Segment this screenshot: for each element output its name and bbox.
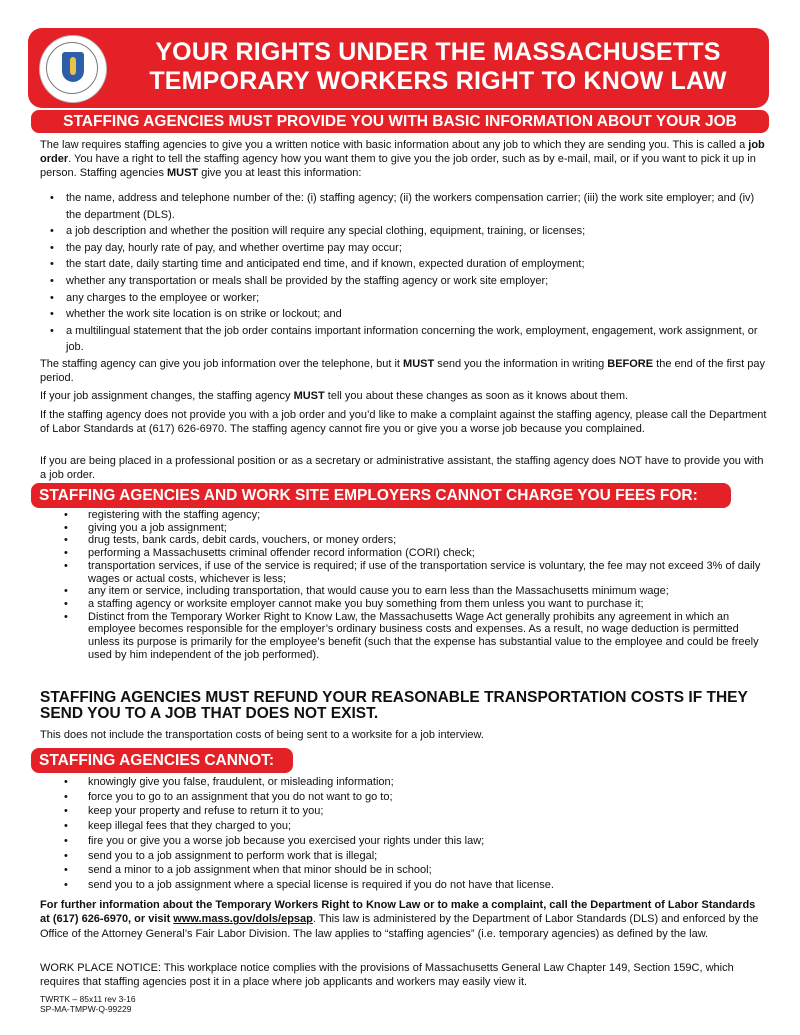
list-item: • fire you or give you a worse job because you exercised your rights under this law; bbox=[60, 834, 772, 849]
list-item: • any item or service, including transportation, that would cause you to earn less than the Massachusetts minimum wage; bbox=[60, 585, 772, 598]
list-item: • send you to a job assignment where a special license is required if you do not have that license. bbox=[60, 878, 772, 893]
list-item: • the start date, daily starting time and anticipated end time, and if known, expected duration of employment; bbox=[40, 256, 760, 273]
list-item: • knowingly give you false, fraudulent, or misleading information; bbox=[60, 775, 772, 790]
header-banner bbox=[28, 28, 769, 108]
complaint-paragraph: If the staffing agency does not provide you with a job order and you’d like to make a complaint against the staffing agency, please call the Department of Labor Standards at (617) 626-6970. The staffing agency cannot fire you or give you a worse job because you complained. bbox=[40, 409, 767, 435]
title-line-1: YOUR RIGHTS UNDER THE MASSACHUSETTS bbox=[155, 38, 721, 66]
workplace-notice: WORK PLACE NOTICE: This workplace notice complies with the provisions of Massachusetts General Law Chapter 149, Section 159C, which requires that staffing agencies post it in a place where job applicants and workers may easily view it. bbox=[40, 962, 734, 988]
section-banner-job-info: STAFFING AGENCIES MUST PROVIDE YOU WITH BASIC INFORMATION ABOUT YOUR JOB bbox=[31, 110, 769, 133]
list-item: • force you to go to an assignment that you do not want to go to; bbox=[60, 790, 772, 805]
list-item: • the pay day, hourly rate of pay, and whether overtime pay may occur; bbox=[40, 240, 760, 257]
cannot-list bbox=[60, 775, 772, 893]
professional-position-paragraph: If you are being placed in a professional position or as a secretary or administrative assistant, the staffing agency does NOT have to provide you with a job order. bbox=[40, 455, 764, 481]
list-item: • keep your property and refuse to return it to you; bbox=[60, 804, 772, 819]
list-item: • whether any transportation or meals shall be provided by the staffing agency or work site employer; bbox=[40, 273, 760, 290]
list-item: • keep illegal fees that they charged to you; bbox=[60, 819, 772, 834]
list-item: • Distinct from the Temporary Worker Right to Know Law, the Massachusetts Wage Act generally prohibits any agreement in which an employee becomes responsible for the employer’s ordinary business costs and expenses. As a result, no wage deduction is permitted unless its purpose is primarily for the employee’s benefit (such that the expense has substantial value to the employee and could be freely used by him independent of the job performed). bbox=[60, 611, 772, 662]
list-item: • a staffing agency or worksite employer cannot make you buy something from them unless you want to purchase it; bbox=[60, 598, 772, 611]
section-banner-fees: STAFFING AGENCIES AND WORK SITE EMPLOYERS CANNOT CHARGE YOU FEES FOR: bbox=[31, 483, 731, 508]
list-item: • send a minor to a job assignment when that minor should be in school; bbox=[60, 863, 772, 878]
refund-heading: STAFFING AGENCIES MUST REFUND YOUR REASONABLE TRANSPORTATION COSTS IF THEY SEND YOU TO A JOB THAT DOES NOT EXIST. bbox=[40, 689, 748, 722]
telephone-info-paragraph: The staffing agency can give you job information over the telephone, but it MUST send you the information in writing BEFORE the end of the first pay period. bbox=[40, 358, 765, 384]
required-info-list bbox=[40, 190, 760, 356]
list-item: • a multilingual statement that the job order contains important information concerning the work, employment, engagement, work assignment, or job. bbox=[40, 323, 760, 356]
list-item: • any charges to the employee or worker; bbox=[40, 290, 760, 307]
form-code bbox=[40, 994, 136, 1014]
further-info-paragraph: For further information about the Temporary Workers Right to Know Law or to make a complaint, call the Department of Labor Standards at (617) 626-6970, or visit www.mass.gov/dols/epsap. This law is administered by the Department of Labor Standards (DLS) and enforced by the Office of the Attorney General’s Fair Labor Division. The law applies to “staffing agencies” (i.e. temporary agencies) as defined by the law. bbox=[40, 899, 759, 940]
list-item: • the name, address and telephone number of the: (i) staffing agency; (ii) the workers compensation carrier; (iii) the work site employer; and (iv) the department (DLS). bbox=[40, 190, 760, 223]
list-item: • registering with the staffing agency; bbox=[60, 509, 772, 522]
title-line-2: TEMPORARY WORKERS RIGHT TO KNOW LAW bbox=[149, 67, 727, 95]
epsap-link[interactable]: www.mass.gov/dols/epsap bbox=[173, 913, 313, 926]
page-title bbox=[118, 38, 758, 96]
massachusetts-seal-icon bbox=[40, 36, 106, 102]
intro-paragraph: The law requires staffing agencies to give you a written notice with basic information about any job to which they are sending you. This is called a job order. You have a right to tell the staffing agency how you want them to give you the job order, such as by e-mail, mail, or if you want to pick it up in person. Staffing agencies MUST give you at least this information: bbox=[40, 139, 765, 179]
list-item: • whether the work site location is on strike or lockout; and bbox=[40, 306, 760, 323]
refund-note: This does not include the transportation costs of being sent to a worksite for a job interview. bbox=[40, 729, 484, 741]
form-code-line-2: SP-MA-TMPW-Q-99229 bbox=[40, 1004, 132, 1014]
form-code-line-1: TWRTK – 85x11 rev 3-16 bbox=[40, 994, 136, 1004]
list-item: • a job description and whether the position will require any special clothing, equipment, training, or licenses; bbox=[40, 223, 760, 240]
list-item: • transportation services, if use of the service is required; if use of the transportation service is voluntary, the fee may not exceed 3% of daily wages or actual costs, whichever is less; bbox=[60, 560, 772, 585]
section-banner-cannot: STAFFING AGENCIES CANNOT: bbox=[31, 748, 293, 773]
list-item: • performing a Massachusetts criminal offender record information (CORI) check; bbox=[60, 547, 772, 560]
fees-list bbox=[60, 509, 772, 661]
list-item: • send you to a job assignment to perform work that is illegal; bbox=[60, 849, 772, 864]
list-item: • drug tests, bank cards, debit cards, vouchers, or money orders; bbox=[60, 534, 772, 547]
assignment-change-paragraph: If your job assignment changes, the staffing agency MUST tell you about these changes as soon as it knows about them. bbox=[40, 390, 629, 402]
list-item: • giving you a job assignment; bbox=[60, 522, 772, 535]
